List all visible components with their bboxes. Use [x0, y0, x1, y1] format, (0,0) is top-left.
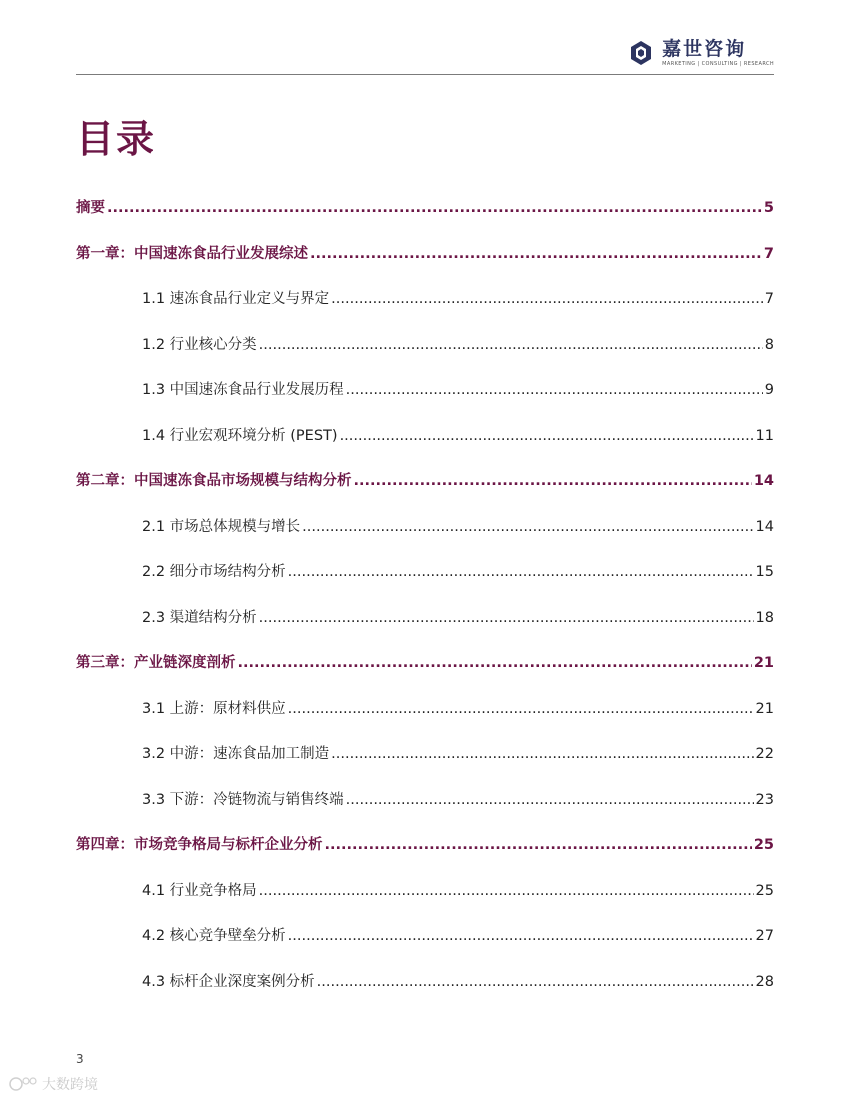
- toc-entry-label: 1.2 行业核心分类: [142, 336, 257, 353]
- toc-entry-label: 摘要: [76, 200, 105, 216]
- toc-entry-label: 第二章：中国速冻食品市场规模与结构分析: [76, 473, 352, 489]
- brand-logo-icon: [628, 40, 654, 66]
- toc-entry-label: 第四章：市场竞争格局与标杆企业分析: [76, 837, 323, 853]
- toc-chapter-entry[interactable]: [76, 643, 774, 689]
- toc-section-entry[interactable]: [76, 552, 774, 598]
- toc-dot-leader: [325, 825, 752, 865]
- toc-entry-page: 18: [755, 609, 774, 626]
- toc-section-entry[interactable]: [76, 734, 774, 780]
- toc-chapter-entry[interactable]: [76, 461, 774, 507]
- toc-entry-page: 7: [764, 291, 774, 307]
- toc-section-entry[interactable]: [76, 916, 774, 962]
- page-title: 目录: [76, 117, 157, 161]
- brand-name: 嘉世咨询: [662, 38, 747, 60]
- toc-entry-label: 第三章：产业链深度剖析: [76, 655, 236, 671]
- toc-dot-leader: [259, 325, 763, 365]
- page-number: 3: [76, 1052, 84, 1066]
- toc-entry-page: 14: [753, 473, 774, 489]
- toc-entry-label: 2.2 细分市场结构分析: [142, 564, 286, 580]
- toc-dot-leader: [288, 689, 754, 729]
- toc-dot-leader: [346, 780, 754, 820]
- toc-dot-leader: [107, 188, 762, 228]
- toc-dot-leader: [346, 370, 763, 410]
- watermark: [8, 1074, 98, 1094]
- toc-dot-leader: [288, 552, 754, 592]
- toc-dot-leader: [331, 279, 763, 319]
- toc-entry-label: 4.1 行业竞争格局: [142, 882, 257, 899]
- toc-dot-leader: [340, 416, 754, 456]
- toc-section-entry[interactable]: [76, 507, 774, 553]
- toc-section-entry[interactable]: [76, 598, 774, 644]
- toc-section-entry[interactable]: [76, 871, 774, 917]
- toc-entry-label: 4.3 标杆企业深度案例分析: [142, 973, 315, 990]
- toc-chapter-entry[interactable]: [76, 234, 774, 280]
- toc-entry-page: 23: [755, 791, 774, 808]
- toc-entry-page: 14: [755, 518, 774, 535]
- toc-entry-page: 25: [753, 837, 774, 853]
- toc-entry-label: 3.3 下游：冷链物流与销售终端: [142, 791, 344, 808]
- toc-dot-leader: [259, 871, 754, 911]
- toc-entry-label: 3.1 上游：原材料供应: [142, 700, 286, 717]
- watermark-logo-icon: [8, 1075, 38, 1093]
- toc-dot-leader: [317, 962, 754, 1002]
- toc-section-entry[interactable]: [76, 416, 774, 462]
- toc-entry-page: 25: [755, 882, 774, 899]
- brand-tagline: MARKETING | CONSULTING | RESEARCH: [662, 61, 774, 67]
- toc-entry-page: 27: [755, 928, 774, 944]
- brand-logo: [628, 38, 774, 68]
- toc-entry-page: 22: [755, 746, 774, 762]
- toc-section-entry[interactable]: [76, 962, 774, 1008]
- toc-entry-label: 4.2 核心竞争壁垒分析: [142, 928, 286, 944]
- toc-entry-page: 21: [753, 655, 774, 671]
- toc-dot-leader: [302, 507, 753, 547]
- toc-entry-label: 1.4 行业宏观环境分析 (PEST): [142, 427, 338, 444]
- toc-dot-leader: [354, 461, 752, 501]
- table-of-contents: [76, 188, 774, 1007]
- toc-chapter-entry[interactable]: [76, 188, 774, 234]
- toc-entry-page: 21: [755, 700, 774, 717]
- toc-entry-page: 11: [755, 427, 774, 444]
- watermark-text: 大数跨境: [42, 1077, 98, 1093]
- toc-entry-page: 5: [763, 200, 774, 216]
- toc-section-entry[interactable]: [76, 780, 774, 826]
- toc-entry-label: 1.3 中国速冻食品行业发展历程: [142, 382, 344, 398]
- toc-entry-page: 28: [755, 973, 774, 990]
- page-header: [76, 0, 774, 76]
- toc-entry-label: 2.1 市场总体规模与增长: [142, 518, 301, 535]
- toc-section-entry[interactable]: [76, 325, 774, 371]
- toc-entry-label: 2.3 渠道结构分析: [142, 609, 257, 626]
- toc-entry-page: 7: [763, 245, 774, 262]
- toc-dot-leader: [310, 234, 762, 274]
- toc-dot-leader: [331, 734, 753, 774]
- toc-chapter-entry[interactable]: [76, 825, 774, 871]
- toc-entry-page: 9: [764, 382, 774, 398]
- toc-entry-page: 8: [764, 336, 774, 353]
- toc-dot-leader: [238, 643, 752, 683]
- toc-section-entry[interactable]: [76, 279, 774, 325]
- toc-entry-page: 15: [755, 564, 774, 580]
- toc-entry-label: 3.2 中游：速冻食品加工制造: [142, 746, 330, 762]
- toc-dot-leader: [259, 598, 754, 638]
- toc-section-entry[interactable]: [76, 689, 774, 735]
- toc-entry-label: 第一章：中国速冻食品行业发展综述: [76, 245, 308, 262]
- toc-section-entry[interactable]: [76, 370, 774, 416]
- header-divider: [76, 74, 774, 75]
- toc-dot-leader: [288, 916, 754, 956]
- toc-entry-label: 1.1 速冻食品行业定义与界定: [142, 291, 330, 307]
